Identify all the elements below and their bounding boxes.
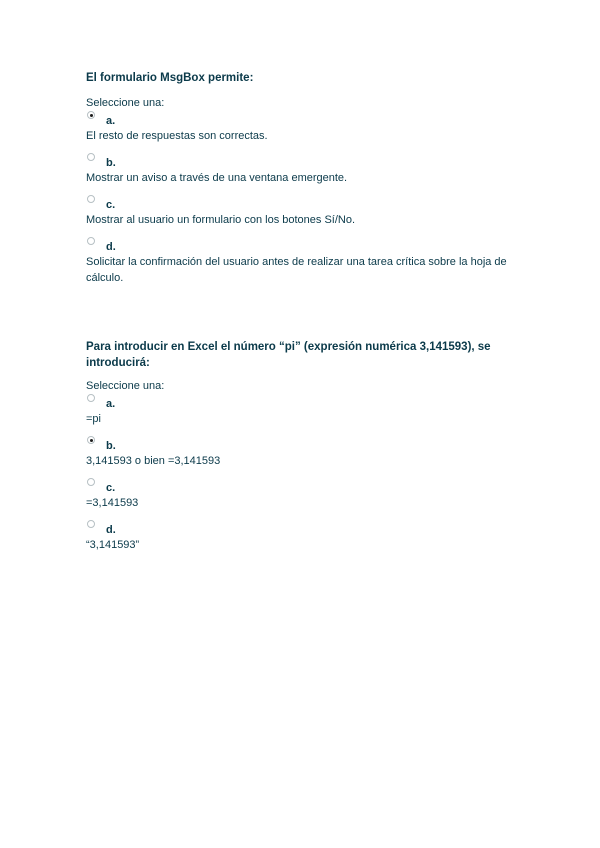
option-a[interactable] xyxy=(86,395,526,409)
option-letter: a. xyxy=(106,398,116,410)
radio-c[interactable] xyxy=(87,478,95,486)
option-letter: d. xyxy=(106,241,116,253)
option-d[interactable] xyxy=(86,238,526,252)
option-d-text: Solicitar la confirmación del usuario antes de realizar una tarea crítica sobre la hoja de cálculo. xyxy=(86,256,507,284)
radio-b[interactable] xyxy=(87,436,95,444)
radio-b[interactable] xyxy=(87,153,95,161)
option-letter: a. xyxy=(106,115,116,127)
question-title: El formulario MsgBox permite: xyxy=(86,72,254,84)
select-prompt: Seleccione una: xyxy=(86,380,165,392)
option-a-text: El resto de respuestas son correctas. xyxy=(86,130,268,142)
option-letter: c. xyxy=(106,199,116,211)
option-b[interactable] xyxy=(86,154,526,168)
option-b-text: 3,141593 o bien =3,141593 xyxy=(86,455,221,467)
option-c-text: Mostrar al usuario un formulario con los botones Sí/No. xyxy=(86,214,356,226)
option-c[interactable] xyxy=(86,479,526,493)
option-c-text: =3,141593 xyxy=(86,497,139,509)
question-title: Para introducir en Excel el número “pi” (expresión numérica 3,141593), se introducirá: xyxy=(86,341,491,369)
radio-a[interactable] xyxy=(87,394,95,402)
radio-c[interactable] xyxy=(87,195,95,203)
radio-d[interactable] xyxy=(87,237,95,245)
option-b-text: Mostrar un aviso a través de una ventana emergente. xyxy=(86,172,348,184)
question-2 xyxy=(86,339,526,553)
radio-a[interactable] xyxy=(87,111,95,119)
option-letter: b. xyxy=(106,440,116,452)
option-a-text: =pi xyxy=(86,413,101,425)
option-a[interactable] xyxy=(86,112,526,126)
select-prompt: Seleccione una: xyxy=(86,97,165,109)
option-d[interactable] xyxy=(86,521,526,535)
question-1 xyxy=(86,70,526,286)
option-letter: c. xyxy=(106,482,116,494)
option-letter: d. xyxy=(106,524,116,536)
radio-d[interactable] xyxy=(87,520,95,528)
option-d-text: “3,141593” xyxy=(86,539,140,551)
option-b[interactable] xyxy=(86,437,526,451)
option-c[interactable] xyxy=(86,196,526,210)
option-letter: b. xyxy=(106,157,116,169)
